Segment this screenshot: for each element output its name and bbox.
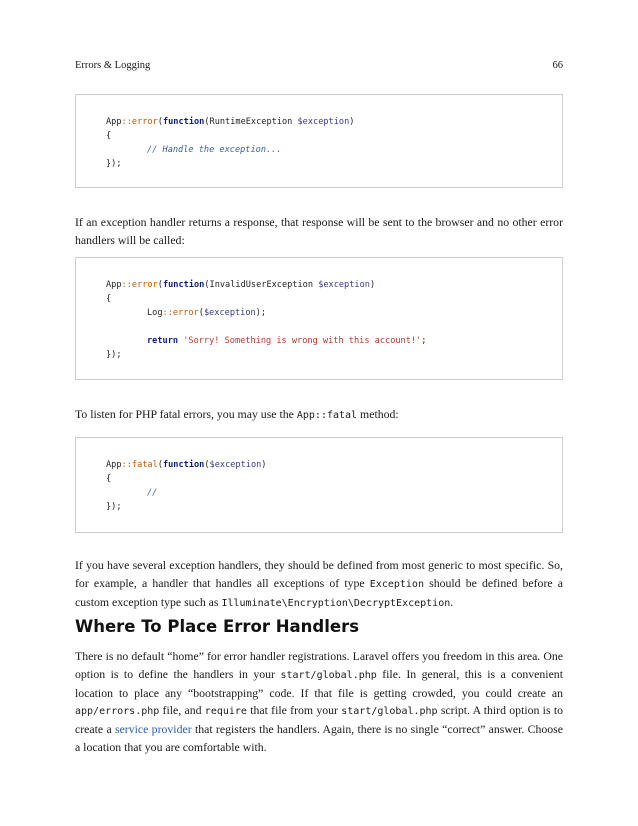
code-line: { — [106, 294, 112, 304]
code-token: ( — [157, 280, 163, 290]
code-token: ( — [198, 308, 204, 318]
text-run: script. A third option is to create a — [75, 703, 563, 737]
text-run: method: — [357, 407, 399, 421]
code-token: (RuntimeException — [204, 117, 298, 127]
code-line: { — [106, 131, 112, 141]
inline-code: App::fatal — [296, 410, 358, 421]
code-token: :: — [121, 117, 132, 127]
code-line — [106, 117, 354, 127]
code-block-invalid-user-exception — [75, 257, 563, 380]
code-variable: $exception — [318, 280, 370, 290]
code-comment: // Handle the exception... — [147, 145, 282, 155]
text-run: that file from your — [246, 703, 342, 718]
inline-code: Illuminate\Encryption\DecryptException — [221, 597, 451, 609]
code-comment: // — [147, 488, 158, 498]
code-token: ); — [255, 308, 267, 318]
code-line: { — [106, 474, 112, 484]
code-keyword: function — [162, 280, 205, 290]
code-keyword: return — [147, 336, 179, 346]
text-run: that registers the handlers. Again, there is no single “correct” answer. Choose a location that you are comfortable with. — [75, 722, 563, 754]
code-token: ( — [157, 117, 163, 127]
inline-code: app/errors.php — [75, 706, 160, 718]
code-token: App — [106, 117, 122, 127]
code-token: ) — [369, 280, 376, 290]
code-token: ( — [157, 460, 163, 470]
code-line: }); — [106, 350, 122, 360]
code-token: App — [106, 460, 122, 470]
paragraph-fatal-errors — [75, 406, 563, 425]
code-token: :: — [121, 460, 132, 470]
code-token: (InvalidUserException — [204, 280, 319, 290]
code-token: :: — [162, 308, 173, 318]
code-string: 'Sorry! Something is wrong with this account!' — [183, 336, 422, 346]
running-header-title: Errors & Logging — [75, 60, 151, 71]
code-token: error — [131, 280, 158, 290]
code-keyword: function — [162, 117, 205, 127]
code-variable: $exception — [203, 308, 256, 318]
code-token: ; — [421, 336, 427, 346]
code-line — [147, 336, 426, 346]
inline-code: start/global.php — [280, 669, 377, 681]
code-line — [147, 308, 266, 318]
code-block-fatal — [75, 437, 563, 533]
code-token: ) — [261, 460, 267, 470]
inline-code: Exception — [369, 578, 424, 590]
code-line — [106, 460, 266, 470]
code-block-runtime-exception — [75, 94, 563, 188]
inline-code: start/global.php — [341, 706, 438, 718]
code-token: error — [131, 117, 158, 127]
section-heading: Where To Place Error Handlers — [75, 617, 360, 636]
page-number: 66 — [552, 60, 563, 71]
paragraph-response-handler: If an exception handler returns a response, that response will be sent to the browser and no other error handlers will be called: — [75, 215, 563, 247]
code-token: ) — [349, 117, 355, 127]
service-provider-link[interactable]: service provider — [114, 722, 192, 737]
code-line: }); — [106, 159, 122, 169]
paragraph-where-to-place — [75, 648, 563, 757]
text-run: should be defined before a custom exception type such as — [75, 575, 563, 609]
paragraph-handler-order — [75, 557, 563, 612]
text-run: file. In general, this is a convenient location to place any “bootstrapping” code. If that file is getting crowded, you could create an — [75, 666, 563, 700]
code-token: ( — [204, 460, 210, 470]
inline-code: require — [204, 706, 247, 718]
code-token: error — [172, 308, 199, 318]
text-run: To listen for PHP fatal errors, you may use the — [75, 407, 297, 421]
text-run: file, and — [159, 703, 205, 718]
code-token: fatal — [131, 460, 158, 470]
code-token: App — [106, 280, 122, 290]
code-keyword: function — [162, 460, 205, 470]
code-token: :: — [121, 280, 132, 290]
text-run: There is no default “home” for error handler registrations. Laravel offers you freedom in this area. One option is to define the handlers in your — [75, 649, 563, 681]
text-run: . — [450, 594, 454, 609]
text-run: If you have several exception handlers, they should be defined from most generic to most specific. So, for example, a handler that handles all exceptions of type — [75, 558, 563, 590]
code-variable: $exception — [297, 117, 350, 127]
code-variable: $exception — [209, 460, 262, 470]
code-line — [106, 280, 375, 290]
code-line: }); — [106, 502, 122, 512]
code-token: Log — [147, 308, 163, 318]
